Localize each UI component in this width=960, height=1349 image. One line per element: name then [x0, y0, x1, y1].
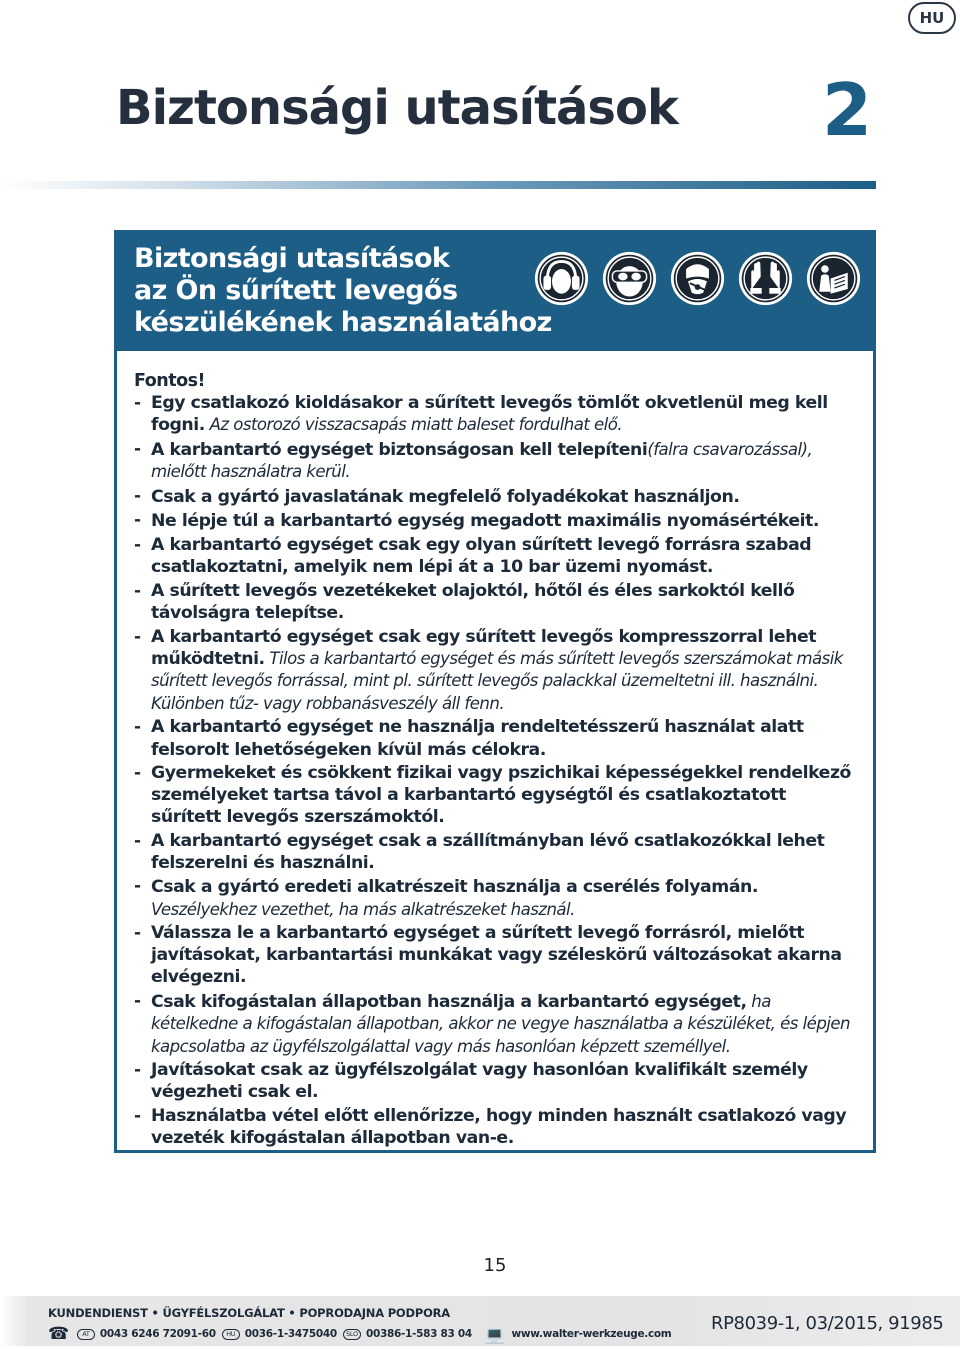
panel-heading [134, 243, 574, 339]
safety-rule [134, 535, 859, 579]
list-dash: - [134, 990, 142, 1011]
read-manual-icon [805, 250, 862, 307]
list-dash: - [134, 830, 142, 851]
safety-rule [134, 510, 859, 532]
rule-bold-text: Válassza le a karbantartó egységet a sűrített levegő forrásról, mielőtt javításokat, karbantartási munkákat vagy széleskörű változásokat akarna elvégezni. [151, 923, 842, 988]
list-dash: - [134, 923, 142, 944]
ppe-icons [533, 250, 862, 308]
title-divider [0, 181, 876, 189]
rule-italic-text: ha kételkedne a kifogástalan állapotban, akkor ne vegye használatba a készüléket, és lépjen kapcsolatba az ügyfélszolgálattal vagy más hasonlóan képzett személlyel. [151, 991, 851, 1056]
safety-rule [134, 486, 859, 508]
footer-service-line: KUNDENDIENST • ÜGYFÉLSZOLGÁLAT • POPRODAJNA PODPORA [48, 1306, 451, 1320]
safety-rule [134, 393, 859, 437]
safety-rule [134, 923, 859, 988]
rule-italic-text: (falra csavarozással), mielőtt használatra kerül. [151, 439, 813, 482]
list-dash: - [134, 485, 142, 506]
page-number: 15 [483, 1255, 507, 1276]
list-dash: - [134, 1105, 142, 1126]
rule-italic-text: Tilos a karbantartó egységet és más sűrített levegős szerszámokat másik sűrített levegős forrással, mint pl. sűrített levegős palackkal üzemeltetni ill. használni. Különben tűz- vagy robbanásveszély áll fenn. [151, 649, 843, 713]
rule-bold-text: Ne lépje túl a karbantartó egység megadott maximális nyomásértékeit. [151, 511, 820, 532]
safety-rule [134, 717, 859, 761]
list-dash: - [134, 763, 142, 784]
rule-bold-text: A sűrített levegős vezetékeket olajoktól, hőtől és éles sarkoktól kellő távolságra telepítse. [151, 580, 795, 624]
language-badge: HU [908, 2, 956, 34]
safety-rule [134, 627, 859, 716]
country-code-badge: SLO [343, 1329, 361, 1340]
country-code-badge: AT [77, 1329, 95, 1340]
rule-bold-text: Egy csatlakozó kioldásakor a sűrített levegős tömlőt okvetlenül meg kell fogni. [151, 393, 828, 436]
list-dash: - [134, 393, 142, 413]
phone-number: 0043 6246 72091-60 [99, 1328, 216, 1340]
rule-bold-text: A karbantartó egységet csak egy sűrített levegős kompresszorral lehet működtetni. [151, 626, 817, 670]
list-dash: - [134, 876, 142, 897]
rule-italic-text: Veszélyekhez vezethet, ha más alkatrészeket használ. [151, 899, 575, 919]
safety-rule-list [134, 393, 859, 1150]
safety-rule [134, 876, 859, 921]
panel-heading-line: Biztonsági utasítások [134, 243, 450, 274]
rule-bold-text: Csak kifogástalan állapotban használja a karbantartó egységet, [151, 991, 747, 1012]
laptop-icon: 💻 [484, 1324, 505, 1344]
rule-bold-text: Javításokat csak az ügyfélszolgálat vagy hasonlóan kvalifikált személy végezheti csak el. [151, 1060, 808, 1103]
document-code: RP8039-1, 03/2015, 91985 [711, 1313, 944, 1334]
list-dash: - [134, 717, 142, 738]
country-code-badge: HU [222, 1329, 240, 1340]
rule-bold-text: Gyermekeket és csökkent fizikai vagy pszichikai képességekkel rendelkező személyeket tartsa távol a karbantartó egységtől és csatlakoztatott sűrített levegős szerszámoktól. [151, 763, 851, 828]
safety-rule [134, 991, 859, 1058]
chapter-number: 2 [822, 68, 873, 152]
protective-gloves-icon [737, 250, 794, 307]
rule-bold-text: Csak a gyártó eredeti alkatrészeit használja a cserélés folyamán. [151, 877, 758, 898]
list-dash: - [134, 626, 142, 647]
footer [0, 1296, 960, 1346]
page-title: Biztonsági utasítások [116, 80, 678, 136]
rule-bold-text: Használatba vétel előtt ellenőrizze, hogy minden használt csatlakozó vagy vezeték kifogástalan állapotban van-e. [151, 1105, 847, 1149]
list-dash: - [134, 438, 142, 459]
rule-italic-text: Az ostorozó visszacsapás miatt baleset fordulhat elő. [204, 415, 623, 435]
panel-heading-line: készülékének használatához [134, 307, 552, 338]
footer-contacts [48, 1324, 671, 1344]
phone-number: 00386-1-583 83 04 [365, 1328, 472, 1340]
safety-goggles-icon [601, 250, 658, 307]
safety-rule [134, 439, 859, 484]
rule-bold-text: A karbantartó egységet csak a szállítmányban lévő csatlakozókkal lehet felszerelni és használni. [151, 830, 825, 873]
safety-rule [134, 1106, 859, 1150]
website-link[interactable]: www.walter-werkzeuge.com [511, 1328, 672, 1340]
phone-number: 0036-1-3475040 [244, 1328, 337, 1340]
panel-body [134, 371, 859, 1152]
ear-protection-icon [533, 250, 590, 307]
phone-icon: ☎ [48, 1324, 69, 1344]
rule-bold-text: Csak a gyártó javaslatának megfelelő folyadékokat használjon. [151, 486, 740, 507]
safety-rule [134, 831, 859, 875]
safety-instructions-panel [114, 230, 876, 1153]
rule-bold-text: A karbantartó egységet ne használja rendeltetésszerű használat alatt felsorolt lehetőségeken kívül más célokra. [151, 717, 804, 760]
list-dash: - [134, 1060, 142, 1080]
list-dash: - [134, 510, 142, 531]
rule-bold-text: A karbantartó egységet csak egy olyan sűrített levegő forrásra szabad csatlakoztatni, amelyik nem lépi át a 10 bar üzemi nyomást. [151, 534, 812, 578]
important-label: Fontos! [134, 371, 206, 391]
panel-header [117, 233, 873, 351]
safety-rule [134, 1060, 859, 1104]
rule-bold-text: A karbantartó egységet biztonságosan kell telepíteni [151, 439, 648, 460]
safety-rule [134, 763, 859, 828]
panel-heading-line: az Ön sűrített levegős [134, 275, 458, 306]
list-dash: - [134, 534, 142, 555]
safety-rule [134, 581, 859, 625]
respirator-mask-icon [669, 250, 726, 307]
list-dash: - [134, 580, 142, 601]
